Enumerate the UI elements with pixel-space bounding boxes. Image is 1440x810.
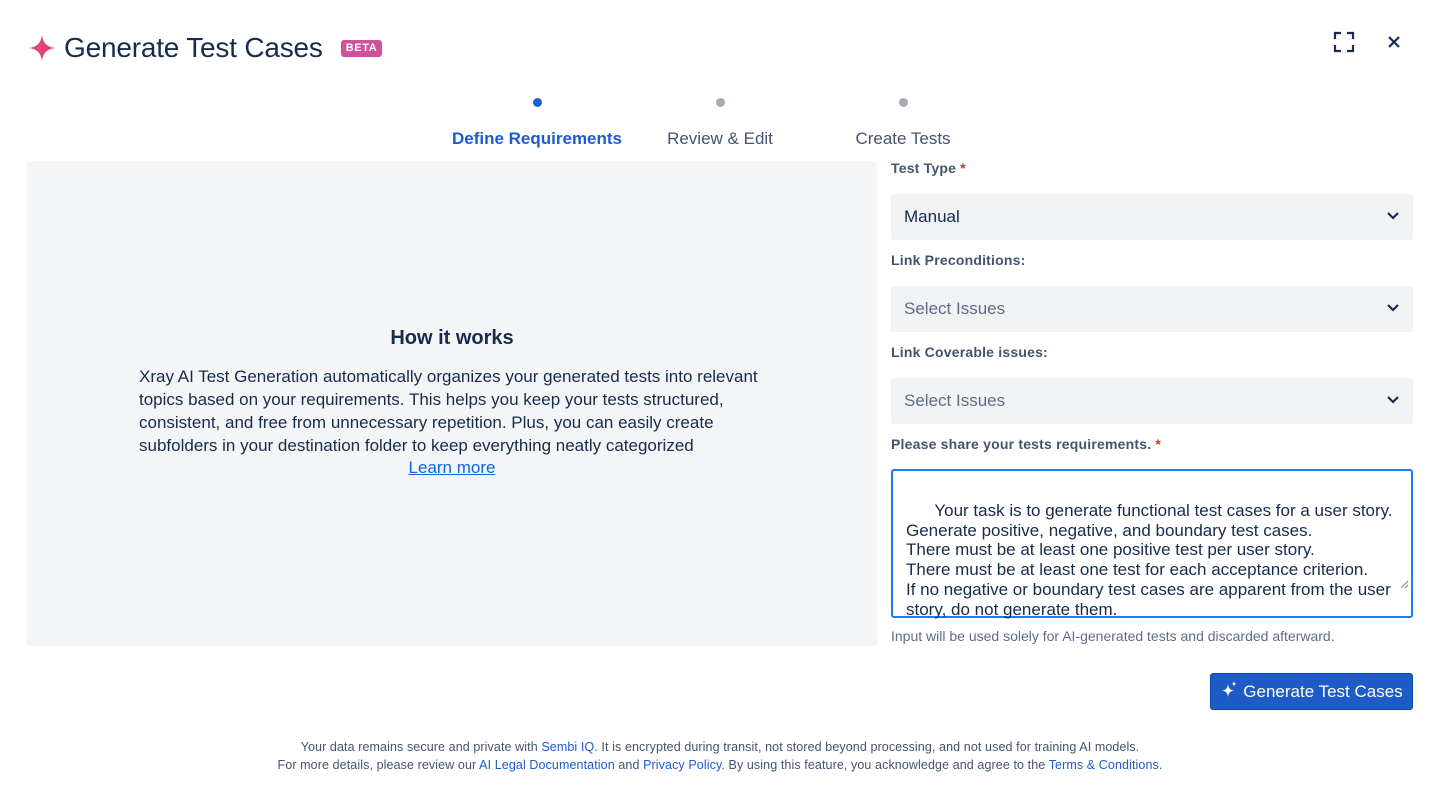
dialog-title: Generate Test Cases [64,32,323,63]
fullscreen-icon[interactable] [1332,30,1356,54]
test-type-value: Manual [904,207,960,226]
privacy-policy-link[interactable]: Privacy Policy [643,758,722,772]
footer-line-2 [0,756,1440,774]
step-label: Create Tests [855,129,951,148]
step-create-tests[interactable] [803,96,1003,149]
step-dot [533,98,542,107]
step-review-edit[interactable] [620,96,820,149]
sparkles-icon [1220,680,1238,703]
footer-line-1 [0,738,1440,756]
link-preconditions-placeholder: Select Issues [904,299,1006,318]
link-coverable-label: Link Coverable issues: [891,344,1048,360]
stepper [0,96,1440,156]
link-preconditions-select[interactable] [891,286,1413,332]
learn-more-link[interactable]: Learn more [408,458,496,477]
test-type-label-text: Test Type [891,160,957,176]
chevron-down-icon [1386,392,1400,410]
sembi-iq-link[interactable]: Sembi IQ [541,740,595,754]
step-dot [716,98,725,107]
resize-handle-icon[interactable] [1361,555,1409,614]
required-marker: * [960,160,966,176]
requirements-helper-text: Input will be used solely for AI-generated tests and discarded afterward. [891,628,1335,644]
terms-conditions-link[interactable]: Terms & Conditions [1048,758,1159,772]
requirements-label [891,436,1413,458]
step-label: Define Requirements [451,129,623,148]
requirements-label-text: Please share your tests requirements. [891,436,1152,452]
link-preconditions-label: Link Preconditions: [891,252,1026,268]
requirements-form [891,160,1413,644]
footer-text: . [1158,758,1163,772]
step-label: Review & Edit [667,129,773,148]
ai-legal-documentation-link[interactable]: AI Legal Documentation [479,758,615,772]
generate-button-label: Generate Test Cases [1243,681,1403,701]
footer-text: For more details, please review our [277,758,480,772]
chevron-down-icon [1386,300,1400,318]
step-define-requirements[interactable] [437,96,637,149]
header-actions [1332,30,1406,54]
generate-test-cases-button[interactable] [1210,673,1413,710]
footer-text: Your data remains secure and private with [300,740,542,754]
how-it-works-description: Xray AI Test Generation automatically organizes your generated tests into relevant topics based on your requirements. This helps you keep your tests structured, consistent, and free from unnecessary repetition. Plus, you can easily create subfolders in your destination folder to keep everything neatly categorized [139,367,758,455]
test-type-select[interactable] [891,194,1413,240]
required-marker: * [1155,436,1162,452]
how-it-works-panel [27,161,877,646]
requirements-text: Your task is to generate functional test cases for a user story. Generate positive, negative, and boundary test cases. There must be at least one positive test per user story. There must be at least one test for each acceptance criterion. If no negative or boundary test cases are apparent from the user story, do not generate them. [906,500,1393,619]
how-it-works-title: How it works [390,327,514,349]
footer-text: . By using this feature, you acknowledge and agree to the [721,758,1049,772]
chevron-down-icon [1386,208,1400,226]
sparkle-logo-icon [28,33,58,63]
footer-text: and [614,758,644,772]
learn-more-container [27,458,877,478]
step-dot [899,98,908,107]
link-coverable-placeholder: Select Issues [904,391,1006,410]
privacy-footer [0,738,1440,774]
requirements-textarea[interactable] [891,469,1413,618]
footer-text: . It is encrypted during transit, not stored beyond processing, and not used for training AI models. [594,740,1140,754]
close-icon[interactable] [1382,30,1406,54]
beta-badge: BETA [341,40,383,57]
dialog-header [28,28,382,68]
test-type-label [891,160,1413,182]
link-coverable-select[interactable] [891,378,1413,424]
